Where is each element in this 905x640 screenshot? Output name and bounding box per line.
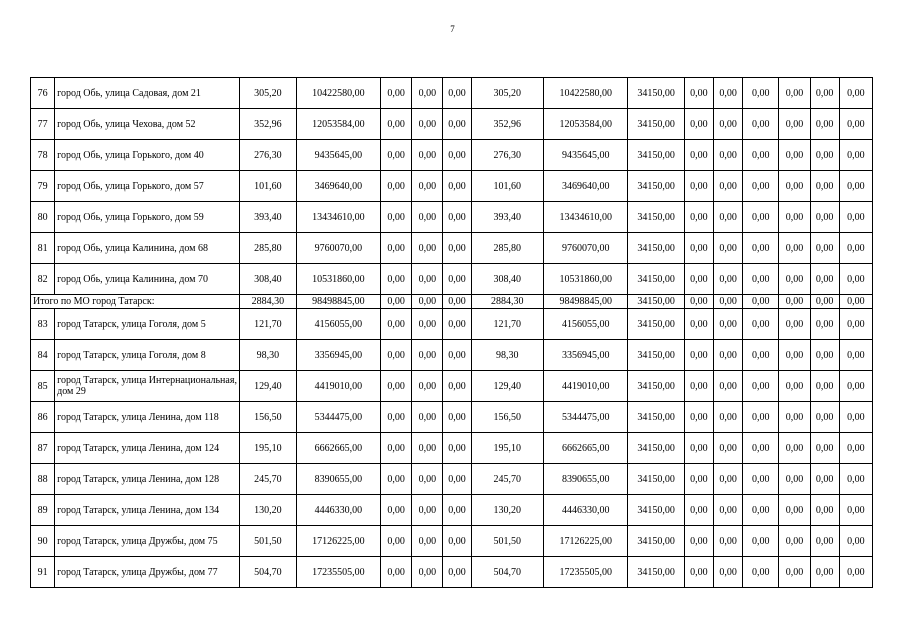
value-cell: 0,00 bbox=[713, 557, 742, 588]
total-label: Итого по МО город Татарск: bbox=[31, 295, 240, 309]
value-cell: 0,00 bbox=[381, 402, 412, 433]
value-cell: 0,00 bbox=[810, 433, 839, 464]
value-cell: 0,00 bbox=[713, 464, 742, 495]
value-cell: 0,00 bbox=[412, 433, 443, 464]
table-row bbox=[31, 202, 873, 233]
value-cell: 276,30 bbox=[471, 140, 543, 171]
value-cell: 0,00 bbox=[443, 402, 471, 433]
value-cell: 0,00 bbox=[412, 464, 443, 495]
value-cell: 4419010,00 bbox=[543, 371, 628, 402]
table-row bbox=[31, 557, 873, 588]
value-cell: 34150,00 bbox=[628, 309, 684, 340]
value-cell: 34150,00 bbox=[628, 495, 684, 526]
value-cell: 34150,00 bbox=[628, 295, 684, 309]
value-cell: 0,00 bbox=[743, 309, 779, 340]
value-cell: 0,00 bbox=[779, 78, 810, 109]
value-cell: 0,00 bbox=[810, 171, 839, 202]
value-cell: 0,00 bbox=[839, 402, 872, 433]
value-cell: 0,00 bbox=[443, 78, 471, 109]
value-cell: 98498845,00 bbox=[296, 295, 381, 309]
value-cell: 129,40 bbox=[471, 371, 543, 402]
value-cell: 5344475,00 bbox=[543, 402, 628, 433]
value-cell: 276,30 bbox=[240, 140, 296, 171]
value-cell: 6662665,00 bbox=[296, 433, 381, 464]
value-cell: 0,00 bbox=[443, 295, 471, 309]
address-cell: город Обь, улица Горького, дом 40 bbox=[55, 140, 240, 171]
value-cell: 0,00 bbox=[839, 495, 872, 526]
value-cell: 0,00 bbox=[684, 264, 713, 295]
value-cell: 34150,00 bbox=[628, 464, 684, 495]
value-cell: 0,00 bbox=[412, 78, 443, 109]
value-cell: 0,00 bbox=[810, 371, 839, 402]
value-cell: 2884,30 bbox=[240, 295, 296, 309]
value-cell: 0,00 bbox=[839, 140, 872, 171]
value-cell: 0,00 bbox=[443, 464, 471, 495]
value-cell: 0,00 bbox=[713, 340, 742, 371]
value-cell: 0,00 bbox=[779, 557, 810, 588]
table-row bbox=[31, 309, 873, 340]
value-cell: 3469640,00 bbox=[543, 171, 628, 202]
value-cell: 4446330,00 bbox=[543, 495, 628, 526]
value-cell: 0,00 bbox=[381, 295, 412, 309]
value-cell: 0,00 bbox=[810, 233, 839, 264]
value-cell: 0,00 bbox=[684, 109, 713, 140]
value-cell: 0,00 bbox=[810, 78, 839, 109]
row-number: 83 bbox=[31, 309, 55, 340]
row-number: 85 bbox=[31, 371, 55, 402]
value-cell: 0,00 bbox=[810, 526, 839, 557]
value-cell: 245,70 bbox=[471, 464, 543, 495]
value-cell: 0,00 bbox=[779, 464, 810, 495]
value-cell: 0,00 bbox=[743, 526, 779, 557]
value-cell: 34150,00 bbox=[628, 557, 684, 588]
value-cell: 2884,30 bbox=[471, 295, 543, 309]
value-cell: 504,70 bbox=[471, 557, 543, 588]
value-cell: 0,00 bbox=[684, 526, 713, 557]
value-cell: 0,00 bbox=[684, 309, 713, 340]
value-cell: 0,00 bbox=[839, 433, 872, 464]
value-cell: 0,00 bbox=[839, 340, 872, 371]
value-cell: 0,00 bbox=[713, 402, 742, 433]
value-cell: 0,00 bbox=[381, 233, 412, 264]
value-cell: 0,00 bbox=[381, 433, 412, 464]
value-cell: 8390655,00 bbox=[296, 464, 381, 495]
address-cell: город Татарск, улица Ленина, дом 134 bbox=[55, 495, 240, 526]
value-cell: 0,00 bbox=[810, 109, 839, 140]
value-cell: 0,00 bbox=[743, 202, 779, 233]
value-cell: 0,00 bbox=[743, 402, 779, 433]
value-cell: 0,00 bbox=[381, 202, 412, 233]
value-cell: 0,00 bbox=[839, 264, 872, 295]
address-cell: город Татарск, улица Гоголя, дом 5 bbox=[55, 309, 240, 340]
value-cell: 0,00 bbox=[743, 140, 779, 171]
value-cell: 4156055,00 bbox=[543, 309, 628, 340]
value-cell: 0,00 bbox=[779, 526, 810, 557]
value-cell: 0,00 bbox=[713, 526, 742, 557]
row-number: 76 bbox=[31, 78, 55, 109]
value-cell: 0,00 bbox=[443, 433, 471, 464]
value-cell: 9760070,00 bbox=[543, 233, 628, 264]
value-cell: 0,00 bbox=[779, 171, 810, 202]
value-cell: 0,00 bbox=[713, 202, 742, 233]
address-cell: город Обь, улица Чехова, дом 52 bbox=[55, 109, 240, 140]
value-cell: 0,00 bbox=[381, 495, 412, 526]
value-cell: 0,00 bbox=[684, 202, 713, 233]
value-cell: 101,60 bbox=[471, 171, 543, 202]
value-cell: 308,40 bbox=[471, 264, 543, 295]
value-cell: 0,00 bbox=[443, 233, 471, 264]
table-row bbox=[31, 495, 873, 526]
value-cell: 0,00 bbox=[779, 264, 810, 295]
value-cell: 129,40 bbox=[240, 371, 296, 402]
value-cell: 285,80 bbox=[471, 233, 543, 264]
value-cell: 0,00 bbox=[713, 140, 742, 171]
value-cell: 0,00 bbox=[412, 109, 443, 140]
value-cell: 0,00 bbox=[412, 309, 443, 340]
row-number: 77 bbox=[31, 109, 55, 140]
value-cell: 156,50 bbox=[471, 402, 543, 433]
value-cell: 34150,00 bbox=[628, 526, 684, 557]
value-cell: 0,00 bbox=[381, 109, 412, 140]
value-cell: 195,10 bbox=[240, 433, 296, 464]
value-cell: 195,10 bbox=[471, 433, 543, 464]
value-cell: 305,20 bbox=[471, 78, 543, 109]
value-cell: 0,00 bbox=[810, 340, 839, 371]
value-cell: 3469640,00 bbox=[296, 171, 381, 202]
value-cell: 0,00 bbox=[381, 464, 412, 495]
table-body bbox=[31, 78, 873, 588]
value-cell: 0,00 bbox=[443, 202, 471, 233]
value-cell: 13434610,00 bbox=[543, 202, 628, 233]
value-cell: 0,00 bbox=[839, 233, 872, 264]
value-cell: 0,00 bbox=[381, 557, 412, 588]
table-row bbox=[31, 526, 873, 557]
value-cell: 0,00 bbox=[713, 264, 742, 295]
value-cell: 34150,00 bbox=[628, 340, 684, 371]
value-cell: 352,96 bbox=[471, 109, 543, 140]
value-cell: 0,00 bbox=[412, 557, 443, 588]
value-cell: 0,00 bbox=[713, 495, 742, 526]
value-cell: 0,00 bbox=[381, 371, 412, 402]
address-cell: город Обь, улица Горького, дом 59 bbox=[55, 202, 240, 233]
value-cell: 9435645,00 bbox=[543, 140, 628, 171]
row-number: 91 bbox=[31, 557, 55, 588]
value-cell: 0,00 bbox=[839, 309, 872, 340]
address-cell: город Обь, улица Калинина, дом 68 bbox=[55, 233, 240, 264]
value-cell: 13434610,00 bbox=[296, 202, 381, 233]
value-cell: 0,00 bbox=[779, 495, 810, 526]
value-cell: 0,00 bbox=[779, 309, 810, 340]
value-cell: 0,00 bbox=[839, 557, 872, 588]
value-cell: 156,50 bbox=[240, 402, 296, 433]
value-cell: 0,00 bbox=[684, 371, 713, 402]
value-cell: 9435645,00 bbox=[296, 140, 381, 171]
value-cell: 0,00 bbox=[443, 264, 471, 295]
value-cell: 504,70 bbox=[240, 557, 296, 588]
value-cell: 34150,00 bbox=[628, 140, 684, 171]
value-cell: 0,00 bbox=[713, 171, 742, 202]
table-row bbox=[31, 109, 873, 140]
value-cell: 0,00 bbox=[412, 233, 443, 264]
value-cell: 12053584,00 bbox=[296, 109, 381, 140]
value-cell: 501,50 bbox=[240, 526, 296, 557]
value-cell: 245,70 bbox=[240, 464, 296, 495]
value-cell: 0,00 bbox=[743, 557, 779, 588]
address-cell: город Обь, улица Горького, дом 57 bbox=[55, 171, 240, 202]
table-row bbox=[31, 464, 873, 495]
value-cell: 0,00 bbox=[743, 433, 779, 464]
value-cell: 0,00 bbox=[743, 295, 779, 309]
value-cell: 501,50 bbox=[471, 526, 543, 557]
row-number: 80 bbox=[31, 202, 55, 233]
table-row bbox=[31, 433, 873, 464]
value-cell: 285,80 bbox=[240, 233, 296, 264]
value-cell: 34150,00 bbox=[628, 202, 684, 233]
value-cell: 9760070,00 bbox=[296, 233, 381, 264]
table-row bbox=[31, 78, 873, 109]
value-cell: 0,00 bbox=[839, 171, 872, 202]
value-cell: 0,00 bbox=[443, 109, 471, 140]
value-cell: 0,00 bbox=[412, 526, 443, 557]
value-cell: 0,00 bbox=[713, 309, 742, 340]
value-cell: 0,00 bbox=[743, 340, 779, 371]
value-cell: 0,00 bbox=[684, 557, 713, 588]
value-cell: 17126225,00 bbox=[296, 526, 381, 557]
value-cell: 0,00 bbox=[779, 295, 810, 309]
value-cell: 0,00 bbox=[743, 264, 779, 295]
value-cell: 34150,00 bbox=[628, 371, 684, 402]
value-cell: 34150,00 bbox=[628, 109, 684, 140]
table-row bbox=[31, 402, 873, 433]
value-cell: 393,40 bbox=[240, 202, 296, 233]
value-cell: 0,00 bbox=[779, 433, 810, 464]
address-cell: город Татарск, улица Ленина, дом 124 bbox=[55, 433, 240, 464]
row-number: 88 bbox=[31, 464, 55, 495]
value-cell: 0,00 bbox=[412, 264, 443, 295]
value-cell: 0,00 bbox=[412, 371, 443, 402]
address-cell: город Татарск, улица Дружбы, дом 77 bbox=[55, 557, 240, 588]
value-cell: 5344475,00 bbox=[296, 402, 381, 433]
value-cell: 0,00 bbox=[381, 140, 412, 171]
value-cell: 34150,00 bbox=[628, 402, 684, 433]
value-cell: 98498845,00 bbox=[543, 295, 628, 309]
value-cell: 0,00 bbox=[779, 371, 810, 402]
row-number: 89 bbox=[31, 495, 55, 526]
value-cell: 0,00 bbox=[713, 109, 742, 140]
value-cell: 0,00 bbox=[743, 109, 779, 140]
value-cell: 0,00 bbox=[839, 371, 872, 402]
address-cell: город Обь, улица Садовая, дом 21 bbox=[55, 78, 240, 109]
value-cell: 0,00 bbox=[839, 464, 872, 495]
value-cell: 130,20 bbox=[240, 495, 296, 526]
value-cell: 0,00 bbox=[684, 402, 713, 433]
value-cell: 0,00 bbox=[779, 233, 810, 264]
value-cell: 0,00 bbox=[779, 109, 810, 140]
value-cell: 0,00 bbox=[443, 309, 471, 340]
value-cell: 98,30 bbox=[471, 340, 543, 371]
value-cell: 34150,00 bbox=[628, 78, 684, 109]
table-row bbox=[31, 171, 873, 202]
value-cell: 0,00 bbox=[684, 495, 713, 526]
value-cell: 4446330,00 bbox=[296, 495, 381, 526]
value-cell: 0,00 bbox=[443, 171, 471, 202]
address-cell: город Татарск, улица Ленина, дом 128 bbox=[55, 464, 240, 495]
value-cell: 0,00 bbox=[684, 233, 713, 264]
table-row bbox=[31, 371, 873, 402]
value-cell: 0,00 bbox=[839, 109, 872, 140]
row-number: 84 bbox=[31, 340, 55, 371]
value-cell: 101,60 bbox=[240, 171, 296, 202]
value-cell: 10422580,00 bbox=[296, 78, 381, 109]
row-number: 86 bbox=[31, 402, 55, 433]
row-number: 87 bbox=[31, 433, 55, 464]
address-cell: город Татарск, улица Гоголя, дом 8 bbox=[55, 340, 240, 371]
value-cell: 130,20 bbox=[471, 495, 543, 526]
value-cell: 0,00 bbox=[810, 295, 839, 309]
table-row bbox=[31, 233, 873, 264]
address-cell: город Татарск, улица Дружбы, дом 75 bbox=[55, 526, 240, 557]
value-cell: 0,00 bbox=[443, 526, 471, 557]
value-cell: 0,00 bbox=[381, 526, 412, 557]
value-cell: 0,00 bbox=[743, 464, 779, 495]
value-cell: 121,70 bbox=[471, 309, 543, 340]
value-cell: 6662665,00 bbox=[543, 433, 628, 464]
value-cell: 0,00 bbox=[381, 171, 412, 202]
value-cell: 352,96 bbox=[240, 109, 296, 140]
value-cell: 393,40 bbox=[471, 202, 543, 233]
value-cell: 4419010,00 bbox=[296, 371, 381, 402]
value-cell: 34150,00 bbox=[628, 433, 684, 464]
value-cell: 0,00 bbox=[810, 202, 839, 233]
value-cell: 34150,00 bbox=[628, 171, 684, 202]
value-cell: 0,00 bbox=[381, 78, 412, 109]
value-cell: 0,00 bbox=[810, 140, 839, 171]
value-cell: 98,30 bbox=[240, 340, 296, 371]
table-total-row bbox=[31, 295, 873, 309]
value-cell: 0,00 bbox=[412, 171, 443, 202]
value-cell: 0,00 bbox=[412, 340, 443, 371]
value-cell: 0,00 bbox=[443, 495, 471, 526]
value-cell: 0,00 bbox=[443, 557, 471, 588]
value-cell: 17126225,00 bbox=[543, 526, 628, 557]
value-cell: 3356945,00 bbox=[543, 340, 628, 371]
value-cell: 0,00 bbox=[810, 464, 839, 495]
value-cell: 0,00 bbox=[412, 402, 443, 433]
row-number: 81 bbox=[31, 233, 55, 264]
value-cell: 0,00 bbox=[810, 264, 839, 295]
value-cell: 0,00 bbox=[412, 495, 443, 526]
value-cell: 17235505,00 bbox=[296, 557, 381, 588]
value-cell: 0,00 bbox=[839, 526, 872, 557]
value-cell: 0,00 bbox=[743, 78, 779, 109]
page-number: 7 bbox=[450, 24, 455, 34]
value-cell: 8390655,00 bbox=[543, 464, 628, 495]
value-cell: 0,00 bbox=[443, 340, 471, 371]
value-cell: 0,00 bbox=[684, 78, 713, 109]
value-cell: 10531860,00 bbox=[543, 264, 628, 295]
value-cell: 0,00 bbox=[412, 295, 443, 309]
value-cell: 0,00 bbox=[412, 202, 443, 233]
value-cell: 0,00 bbox=[684, 140, 713, 171]
value-cell: 0,00 bbox=[810, 402, 839, 433]
value-cell: 0,00 bbox=[839, 78, 872, 109]
value-cell: 0,00 bbox=[839, 202, 872, 233]
value-cell: 0,00 bbox=[381, 264, 412, 295]
value-cell: 0,00 bbox=[743, 495, 779, 526]
value-cell: 305,20 bbox=[240, 78, 296, 109]
value-cell: 12053584,00 bbox=[543, 109, 628, 140]
value-cell: 0,00 bbox=[743, 371, 779, 402]
value-cell: 17235505,00 bbox=[543, 557, 628, 588]
address-cell: город Обь, улица Калинина, дом 70 bbox=[55, 264, 240, 295]
value-cell: 0,00 bbox=[713, 78, 742, 109]
value-cell: 4156055,00 bbox=[296, 309, 381, 340]
value-cell: 0,00 bbox=[779, 340, 810, 371]
row-number: 78 bbox=[31, 140, 55, 171]
value-cell: 0,00 bbox=[684, 171, 713, 202]
value-cell: 0,00 bbox=[810, 495, 839, 526]
value-cell: 0,00 bbox=[810, 309, 839, 340]
value-cell: 0,00 bbox=[810, 557, 839, 588]
value-cell: 10531860,00 bbox=[296, 264, 381, 295]
value-cell: 0,00 bbox=[713, 433, 742, 464]
value-cell: 0,00 bbox=[743, 233, 779, 264]
value-cell: 0,00 bbox=[743, 171, 779, 202]
data-table bbox=[30, 77, 873, 588]
value-cell: 0,00 bbox=[381, 340, 412, 371]
value-cell: 3356945,00 bbox=[296, 340, 381, 371]
row-number: 82 bbox=[31, 264, 55, 295]
value-cell: 0,00 bbox=[381, 309, 412, 340]
value-cell: 0,00 bbox=[779, 402, 810, 433]
value-cell: 34150,00 bbox=[628, 233, 684, 264]
value-cell: 0,00 bbox=[443, 371, 471, 402]
value-cell: 0,00 bbox=[779, 202, 810, 233]
row-number: 79 bbox=[31, 171, 55, 202]
value-cell: 0,00 bbox=[684, 340, 713, 371]
value-cell: 0,00 bbox=[779, 140, 810, 171]
value-cell: 0,00 bbox=[713, 295, 742, 309]
table-row bbox=[31, 140, 873, 171]
value-cell: 0,00 bbox=[684, 433, 713, 464]
address-cell: город Татарск, улица Интернациональная, дом 29 bbox=[55, 371, 240, 402]
table-row bbox=[31, 340, 873, 371]
value-cell: 308,40 bbox=[240, 264, 296, 295]
table-row bbox=[31, 264, 873, 295]
value-cell: 0,00 bbox=[839, 295, 872, 309]
row-number: 90 bbox=[31, 526, 55, 557]
value-cell: 0,00 bbox=[713, 233, 742, 264]
value-cell: 0,00 bbox=[713, 371, 742, 402]
address-cell: город Татарск, улица Ленина, дом 118 bbox=[55, 402, 240, 433]
value-cell: 0,00 bbox=[443, 140, 471, 171]
value-cell: 0,00 bbox=[412, 140, 443, 171]
value-cell: 121,70 bbox=[240, 309, 296, 340]
value-cell: 0,00 bbox=[684, 464, 713, 495]
value-cell: 10422580,00 bbox=[543, 78, 628, 109]
value-cell: 0,00 bbox=[684, 295, 713, 309]
value-cell: 34150,00 bbox=[628, 264, 684, 295]
